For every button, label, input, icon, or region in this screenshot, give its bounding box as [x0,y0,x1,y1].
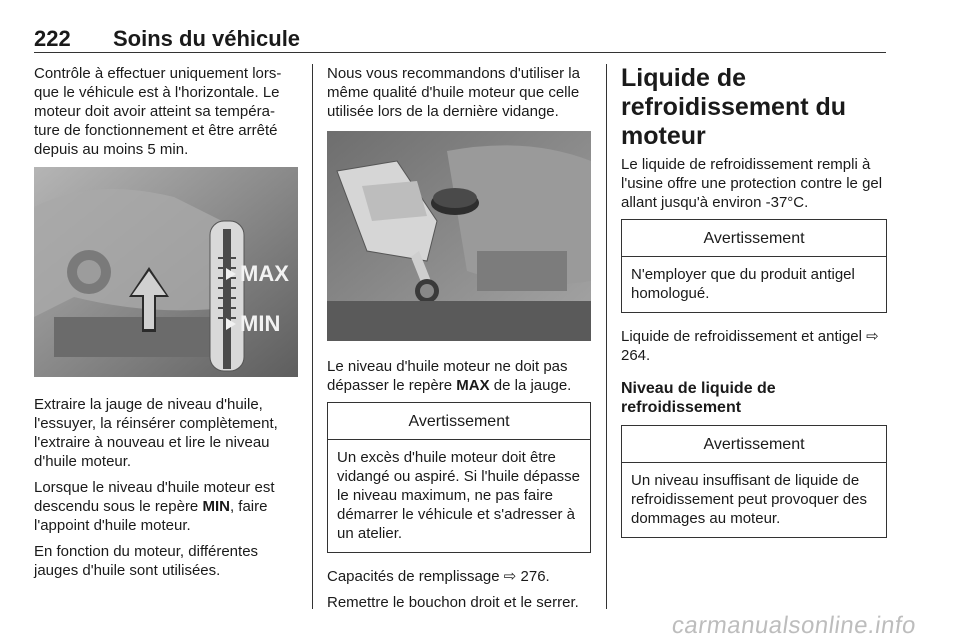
warning-body: Un excès d'huile moteur doit être vidangé ou aspiré. Si l'huile dépasse le niveau maximum, ne pas faire démarrer le véhicule et s'adresser à un atelier. [337,449,581,542]
warning-box-antifreeze [621,219,887,313]
page-ref-link-264[interactable]: 264. [621,347,651,364]
warning-title: Avertissement [622,426,886,463]
paragraph-dipstick-types: En fonction du moteur, différentes jauges d'huile sont utilisées. [34,543,259,579]
min-keyword: MIN [202,498,230,515]
oil-filling-photo [327,131,591,341]
paragraph-oil-recommendation: Nous vous recommandons d'utiliser la même qualité d'huile moteur que celle utilisée lors de la dernière vidange. [327,65,580,120]
dipstick-photo [34,167,298,377]
dipstick-illustration [34,167,298,377]
paragraph-coolant-ref: Liquide de refroidissement et antigel ⇨ 264. [621,328,879,364]
max-keyword: MAX [456,377,490,394]
page-header [34,26,886,53]
section-title: Soins du véhicule [113,26,301,51]
paragraph-min-level: Lorsque le niveau d'huile moteur est descendu sous le repère MIN, faire l'appoint d'huile moteur. [34,479,275,534]
dipstick-max-label: MAX [240,261,289,286]
column-2 [327,64,591,619]
page-ref-link-276[interactable]: 276. [520,568,550,585]
paragraph-capacities: Capacités de remplissage ⇨ 276. [327,568,550,585]
paragraph-dipstick-procedure: Extraire la jauge de niveau d'huile, l'essuyer, la réinsérer complètement, l'extraire à nouveau et lire le niveau d'huile moteur. [34,396,278,470]
paragraph-max-level: Le niveau d'huile moteur ne doit pas dépasser le repère MAX de la jauge. [327,358,572,394]
column-divider-2 [606,64,607,609]
warning-body: N'employer que du produit antigel homologué. [631,266,855,302]
warning-box-coolant-level [621,425,887,538]
warning-title: Avertissement [328,403,590,440]
warning-title: Avertissement [622,220,886,257]
column-3 [621,64,887,550]
paragraph-level-check: Contrôle à effectuer uniquement lors-que le véhicule est à l'horizontale. Le moteur doit avoir atteint sa tempéra-ture de fonctionnement et être arrêté depuis au moins 5 min. [34,65,282,158]
watermark: carmanualsonline.info [670,612,918,639]
paragraph-coolant-protection: Le liquide de refroidissement rempli à l'usine offre une protection contre le gel allant jusqu'à environ -37°C. [621,156,883,211]
page-number: 222 [34,26,71,51]
page-ref-arrow-icon: ⇨ [866,328,879,345]
warning-box-oil [327,402,591,553]
paragraph-cap-tighten: Remettre le bouchon droit et le serrer. [327,594,579,611]
dipstick-min-label: MIN [240,311,281,336]
warning-body: Un niveau insuffisant de liquide de refroidissement peut provoquer des dommages au moteur. [631,472,867,527]
page-ref-arrow-icon: ⇨ [503,568,517,585]
oil-filling-illustration [327,131,591,341]
coolant-heading: Liquide de refroidissement du moteur [621,64,847,150]
coolant-level-heading: Niveau de liquide de refroidissement [621,380,776,416]
column-divider-1 [312,64,313,609]
column-1 [34,64,298,587]
